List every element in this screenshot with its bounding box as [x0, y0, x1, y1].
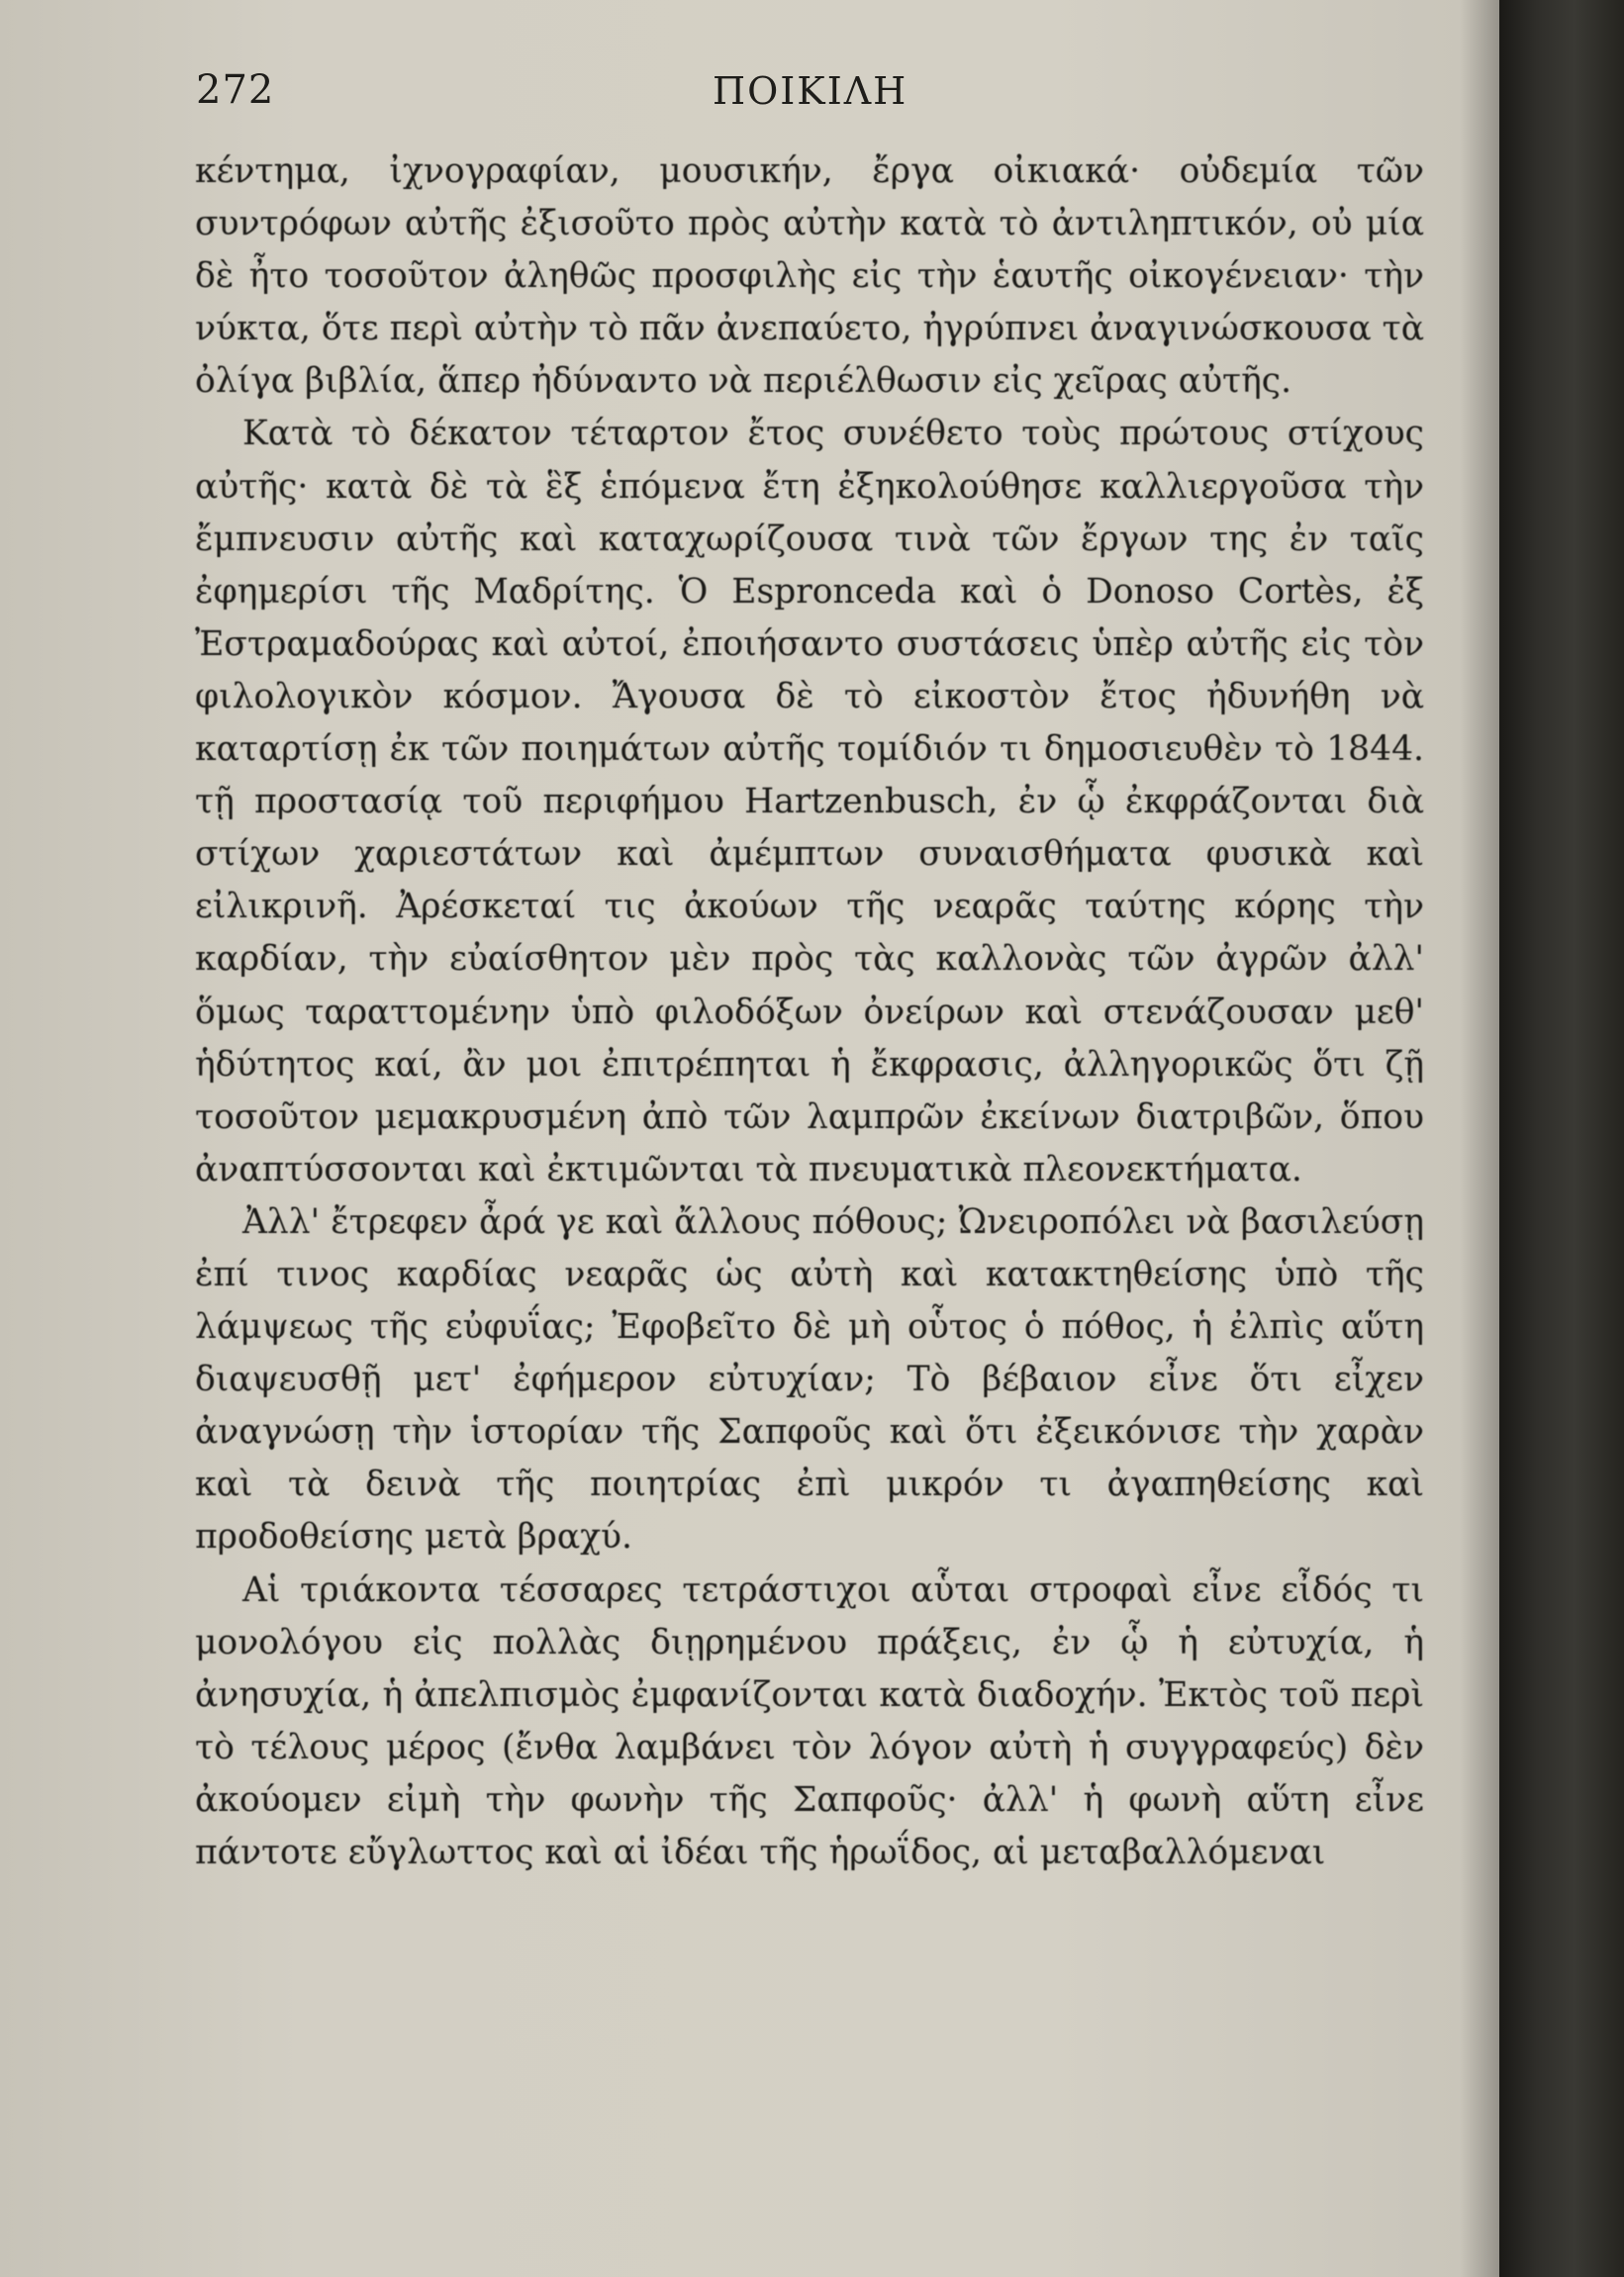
page-header [0, 61, 1499, 131]
gutter-shadow [1460, 0, 1499, 2277]
paragraph-2: Κατὰ τὸ δέκατον τέταρτον ἔτος συνέθετο τοὺς πρώτους στίχους αὐτῆς· κατὰ δὲ τὰ ἓξ ἑπόμενα ἔτη ἐξηκολούθησε καλλιεργοῦσα τὴν ἔμπνευσιν αὐτῆς καὶ καταχωρίζουσα τινὰ τῶν ἔργων της ἐν ταῖς ἐφημερίσι τῆς Μαδρίτης. Ὁ Espronceda καὶ ὁ Donoso Cortès, ἐξ Ἐστραμαδούρας καὶ αὐτοί, ἐποιήσαντο συστάσεις ὑπὲρ αὐτῆς εἰς τὸν φιλολογικὸν κόσμον. Ἄγουσα δὲ τὸ εἰκοστὸν ἔτος ἠδυνήθη νὰ καταρτίσῃ ἐκ τῶν ποιημάτων αὐτῆς τομίδιόν τι δημοσιευθὲν τὸ 1844. τῇ προστασίᾳ τοῦ περιφήμου Hartzenbusch, ἐν ᾧ ἐκφράζονται διὰ στίχων χαριεστάτων καὶ ἀμέμπτων συναισθήματα φυσικὰ καὶ εἰλικρινῆ. Ἀρέσκεταί τις ἀκούων τῆς νεαρᾶς ταύτης κόρης τὴν καρδίαν, τὴν εὐαίσθητον μὲν πρὸς τὰς καλλονὰς τῶν ἀγρῶν ἀλλ' ὅμως ταραττομένην ὑπὸ φιλοδόξων ὀνείρων καὶ στενάζουσαν μεθ' ἡδύτητος καί, ἂν μοι ἐπιτρέπηται ἡ ἔκφρασις, ἀλληγορικῶς ὅτι ζῇ τοσοῦτον μεμακρυσμένη ἀπὸ τῶν λαμπρῶν ἐκείνων διατριβῶν, ὅπου ἀναπτύσσονται καὶ ἐκτιμῶνται τὰ πνευματικὰ πλεονεκτήματα. [195, 414, 1424, 1189]
body-text [195, 145, 1424, 1879]
paragraph-3: Ἀλλ' ἔτρεφεν ἆρά γε καὶ ἄλλους πόθους; Ὠνειροπόλει νὰ βασιλεύσῃ ἐπί τινος καρδίας νεαρᾶς ὡς αὐτὴ καὶ κατακτηθείσης ὑπὸ τῆς λάμψεως τῆς εὐφυΐας; Ἐφοβεῖτο δὲ μὴ οὗτος ὁ πόθος, ἡ ἐλπὶς αὕτη διαψευσθῇ μετ' ἐφήμερον εὐτυχίαν; Τὸ βέβαιον εἶνε ὅτι εἶχεν ἀναγνώσῃ τὴν ἱστορίαν τῆς Σαπφοῦς καὶ ὅτι ἐξεικόνισε τὴν χαρὰν καὶ τὰ δεινὰ τῆς ποιητρίας ἐπὶ μικρόν τι ἀγαπηθείσης καὶ προδοθείσης μετὰ βραχύ. [195, 1201, 1424, 1558]
page-number: 272 [196, 67, 275, 113]
book-binding [1499, 0, 1624, 2277]
paragraph-1: κέντημα, ἰχνογραφίαν, μουσικήν, ἔργα οἰκιακά· οὐδεμία τῶν συντρόφων αὐτῆς ἐξισοῦτο πρὸς αὐτὴν κατὰ τὸ ἀντιληπτικόν, οὐ μία δὲ ἦτο τοσοῦτον ἀληθῶς προσφιλὴς εἰς τὴν ἑαυτῆς οἰκογένειαν· τὴν νύκτα, ὅτε περὶ αὐτὴν τὸ πᾶν ἀνεπαύετο, ἠγρύπνει ἀναγινώσκουσα τὰ ὀλίγα βιβλία, ἅπερ ἠδύναντο νὰ περιέλθωσιν εἰς χεῖρας αὐτῆς. [195, 151, 1424, 402]
running-title: ΠΟΙΚΙΛΗ [713, 69, 908, 113]
paragraph-4: Αἱ τριάκοντα τέσσαρες τετράστιχοι αὗται στροφαὶ εἶνε εἶδός τι μονολόγου εἰς πολλὰς διῃρημένου πράξεις, ἐν ᾧ ἡ εὐτυχία, ἡ ἀνησυχία, ἡ ἀπελπισμὸς ἐμφανίζονται κατὰ διαδοχήν. Ἐκτὸς τοῦ περὶ τὸ τέλους μέρος (ἔνθα λαμβάνει τὸν λόγον αὐτὴ ἡ συγγραφεύς) δὲν ἀκούομεν εἰμὴ τὴν φωνὴν τῆς Σαπφοῦς· ἀλλ' ἡ φωνὴ αὕτη εἶνε πάντοτε εὔγλωττος καὶ αἱ ἰδέαι τῆς ἡρωΐδος, αἱ μεταβαλλόμεναι [195, 1569, 1424, 1872]
